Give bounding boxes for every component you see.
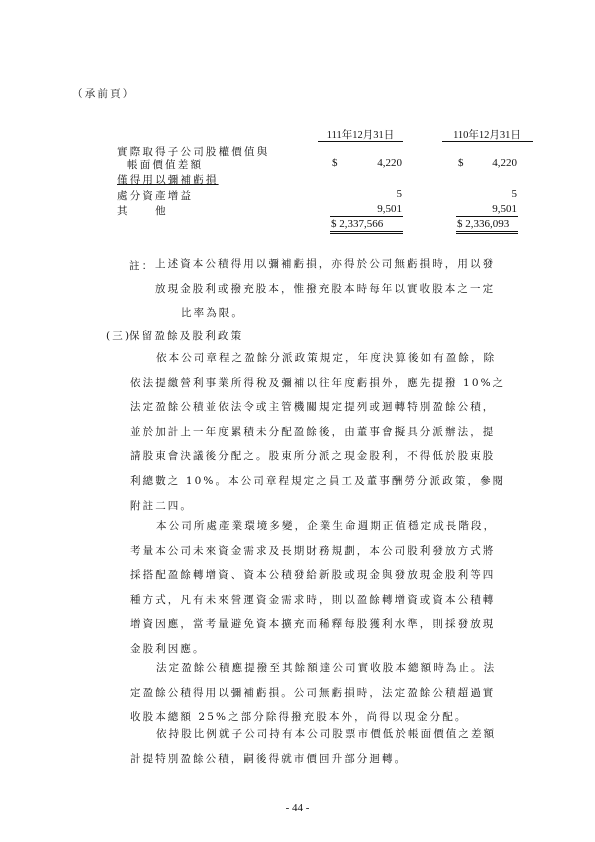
note-text: [155, 252, 547, 326]
paragraph-line: 收股本總額 25%之部分除得撥充股本外，尚得以現金分配。: [130, 711, 468, 724]
paragraph-special-reserve: [130, 722, 544, 771]
paragraph-line: 法定盈餘公積應提撥至其餘額達公司實收股本總額時為止。法: [156, 662, 497, 674]
page-number: - 44 -: [285, 802, 310, 814]
paragraph-dividend-policy: [130, 346, 544, 518]
paragraph-line: 種方式，凡有未來營運資金需求時，則以盈餘轉增資或資本公積轉: [130, 593, 496, 606]
note-line: 放現金股利或撥充股本，惟撥充股本時每年以實收股本之一定: [155, 282, 496, 295]
total-double-underline-2021: [456, 231, 518, 232]
paragraph-line: 金股利因應。: [130, 642, 206, 655]
cell-value: 5: [511, 188, 517, 200]
continued-label: （承前頁）: [72, 88, 136, 100]
subtotal-underline-2021: [456, 216, 518, 217]
paragraph-line: 附註二四。: [130, 499, 193, 512]
paragraph-line: 並於加計上一年度累積未分配盈餘後，由董事會擬具分派辦法，提: [130, 425, 496, 438]
paragraph-line: 法定盈餘公積並依法令或主管機關規定提列或迴轉特別盈餘公積，: [130, 401, 496, 414]
paragraph-industry-environment: [130, 514, 544, 662]
subtotal-underline-2022: [330, 216, 403, 217]
note-prefix: 註：: [129, 260, 155, 272]
cell-value: 4,220: [377, 157, 402, 169]
total-double-underline-2022: [330, 233, 403, 234]
row-label: 帳面價值差額: [127, 159, 204, 171]
header-underline-2021: [442, 141, 533, 142]
paragraph-line: 定盈餘公積得用以彌補虧損。公司無虧損時，法定盈餘公積超過實: [130, 686, 496, 699]
total-double-underline-2022: [330, 231, 403, 232]
header-underline-2022: [318, 141, 403, 142]
section-title: 保留盈餘及股利政策: [129, 330, 244, 342]
row-label: 實際取得子公司股權價值與: [117, 146, 270, 158]
section-number: (三): [106, 330, 132, 342]
paragraph-line: 利總數之 10%。本公司章程規定之員工及董事酬勞分派政策，參閱: [130, 474, 506, 487]
paragraph-line: 考量本公司未來資金需求及長期財務規劃，本公司股利發放方式將: [130, 544, 496, 557]
total-value-2021: $ 2,336,093: [457, 218, 510, 230]
column-header-2022: 111年12月31日: [326, 130, 395, 141]
paragraph-line: 依法提繳營利事業所得稅及彌補以往年度虧損外，應先提撥 10%之: [130, 376, 506, 389]
paragraph-line: 增資因應，當考量避免資本擴充而稀釋每股獲利水準，則採發放現: [130, 618, 496, 631]
cell-value: 9,501: [377, 203, 402, 215]
note-line: 比率為限。: [181, 307, 244, 320]
paragraph-line: 依持股比例就子公司持有本公司股票市價低於帳面價值之差額: [156, 728, 497, 740]
paragraph-line: 請股東會決議後分配之。股東所分派之現金股利，不得低於股東股: [130, 450, 496, 463]
cell-value: 4,220: [492, 157, 517, 169]
currency-symbol: $: [332, 157, 338, 169]
paragraph-legal-reserve: [130, 656, 544, 730]
row-label: 其 他: [117, 205, 168, 217]
paragraph-line: 依本公司章程之盈餘分派政策規定，年度決算後如有盈餘，除: [156, 352, 497, 364]
column-header-2021: 110年12月31日: [453, 130, 521, 141]
total-double-underline-2021: [456, 233, 518, 234]
paragraph-line: 本公司所處產業環境多變，企業生命週期正值穩定成長階段，: [156, 520, 497, 532]
row-subheading: 僅得用以彌補虧損: [117, 174, 219, 186]
paragraph-line: 採搭配盈餘轉增資、資本公積發給新股或現金與發放現金股利等四: [130, 569, 496, 582]
paragraph-line: 計提特別盈餘公積，嗣後得就市價回升部分迴轉。: [130, 752, 408, 765]
cell-value: 9,501: [492, 203, 517, 215]
note-line: 上述資本公積得用以彌補虧損，亦得於公司無虧損時，用以發: [155, 258, 496, 270]
row-label: 處分資產增益: [117, 190, 194, 202]
currency-symbol: $: [458, 157, 464, 169]
cell-value: 5: [396, 188, 402, 200]
total-value-2022: $ 2,337,566: [331, 218, 384, 230]
